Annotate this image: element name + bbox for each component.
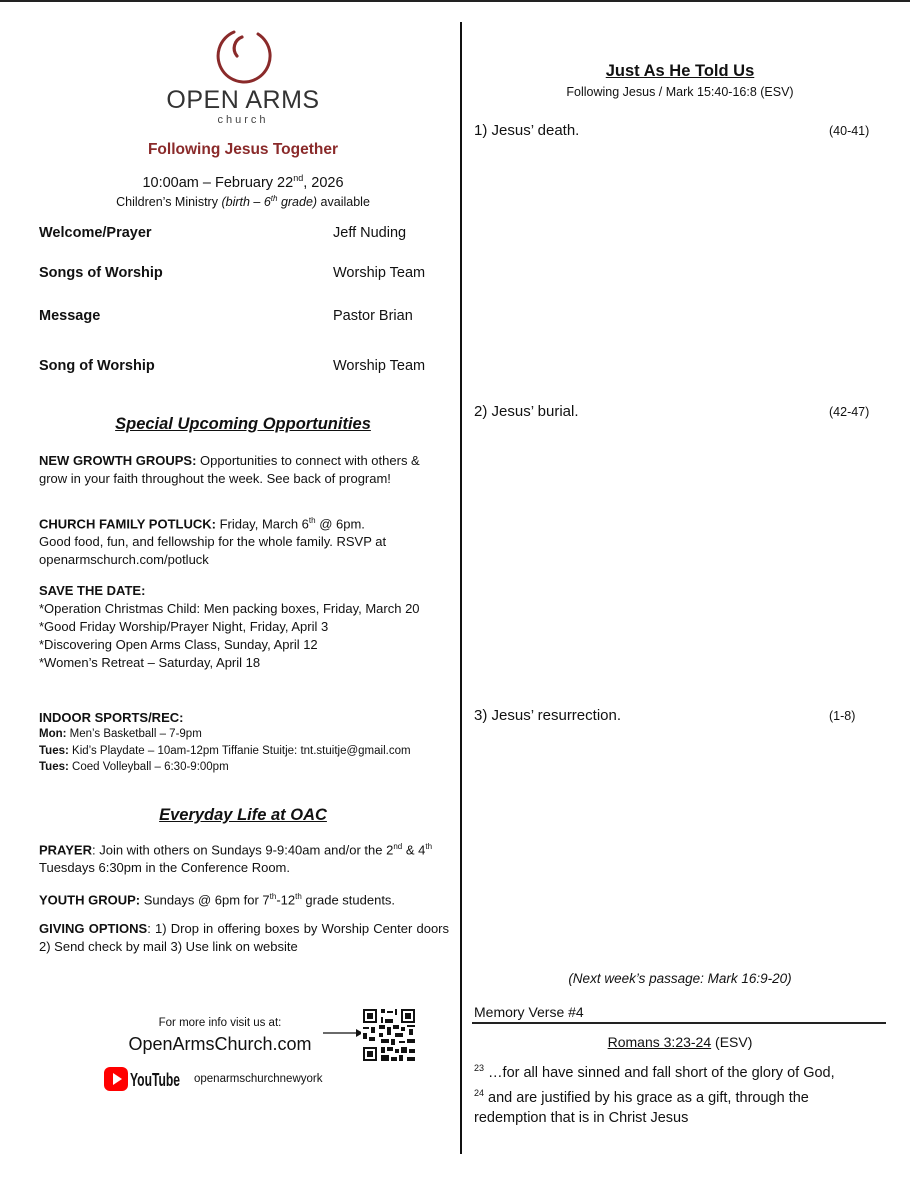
sermon-point: 1) Jesus’ death. [474,122,580,139]
youth-group-notice: YOUTH GROUP: Sundays @ 6pm for 7th-12th grade students. [39,892,396,908]
order-person: Jeff Nuding [333,225,407,241]
order-person: Worship Team [333,265,426,281]
sermon-subtitle: Following Jesus / Mark 15:40-16:8 (ESV) [566,85,794,99]
logo-name: OPEN ARMS [166,86,320,114]
order-person: Worship Team [333,358,426,374]
service-time: 10:00am – February 22nd, 2026 [142,173,344,191]
growth-groups-notice: NEW GROWTH GROUPS: Opportunities to connect with others & grow in your faith throughout the week. See back of program! [39,453,420,486]
top-border [0,0,910,2]
next-week-passage: (Next week’s passage: Mark 16:9-20) [568,971,792,986]
memory-verse-rule [472,1022,886,1024]
save-item: *Operation Christmas Child: Men packing boxes, Friday, March 20 [39,601,420,616]
youtube-handle[interactable]: openarmschurchnewyork [194,1073,323,1085]
giving-options: GIVING OPTIONS: 1) Drop in offering boxes by Worship Center doors 2) Send check by mail 3) Use link on website [39,921,450,954]
youtube-wordmark: YouTube [130,1070,180,1090]
church-logo-icon [218,28,274,88]
save-item: *Good Friday Worship/Prayer Night, Friday, April 3 [39,619,329,634]
order-person: Pastor Brian [333,308,413,324]
logo-subtitle: church [217,114,269,126]
tagline: Following Jesus Together [147,141,339,158]
youtube-logo-icon[interactable] [104,1066,184,1092]
more-info-label: For more info visit us at: [158,1017,282,1029]
potluck-notice: CHURCH FAMILY POTLUCK: Friday, March 6th @ 6pm. Good food, fun, and fellowship for the whole family. RSVP at openarmschurch.com/potluck [39,516,387,568]
indoor-sports-heading: INDOOR SPORTS/REC: [39,710,184,725]
sermon-point-ref: (42-47) [829,405,870,419]
save-item: *Discovering Open Arms Class, Sunday, April 12 [39,637,318,652]
qr-code-icon[interactable] [361,1007,417,1063]
sermon-point-ref: (40-41) [829,124,870,138]
sermon-point-ref: (1-8) [829,709,856,723]
prayer-notice: PRAYER: Join with others on Sundays 9-9:40am and/or the 2nd & 4th Tuesdays 6:30pm in the Conference Room. [39,842,433,876]
sports-list: Mon: Men’s Basketball – 7-9pm Tues: Kid’s Playdate – 10am-12pm Tiffanie Stuitje: tnt.stuitje@gmail.com Tues: Coed Volleyball – 6:30-9:00pm [39,728,411,773]
order-role: Message [39,308,101,324]
sermon-point: 3) Jesus’ resurrection. [474,707,621,724]
potluck-link: openarmschurch.com/potluck [39,552,209,568]
column-divider [460,22,462,1154]
order-role: Welcome/Prayer [39,225,152,241]
save-the-date: SAVE THE DATE: *Operation Christmas Child: Men packing boxes, Friday, March 20 *Good Friday Worship/Prayer Night, Friday, April 3 *Discovering Open Arms Class, Sunday, April 12 *Women’s Retreat – Saturday, April 18 [39,583,420,670]
order-role: Songs of Worship [39,265,163,281]
save-item: *Women’s Retreat – Saturday, April 18 [39,655,261,670]
memory-verse-text: $^{23}$ …for all have sinned and fall short of the glory of God, $^{24}$ and are justified by his grace as a gift, through the redemption that is in Christ Jesus [474,1063,835,1126]
everyday-heading: Everyday Life at OAC [159,806,327,824]
order-role: Song of Worship [39,358,155,374]
memory-verse-reference: Romans 3:23-24 (ESV) [607,1034,753,1050]
sermon-point: 2) Jesus’ burial. [474,403,579,420]
childrens-ministry-note: Children’s Ministry (birth – 6th grade) available [116,194,370,210]
arrow-right-icon [323,1026,363,1040]
opportunities-heading: Special Upcoming Opportunities [115,415,371,433]
website-link[interactable]: OpenArmsChurch.com [128,1034,312,1054]
memory-verse-label: Memory Verse #4 [474,1004,584,1020]
sermon-title: Just As He Told Us [605,62,755,80]
